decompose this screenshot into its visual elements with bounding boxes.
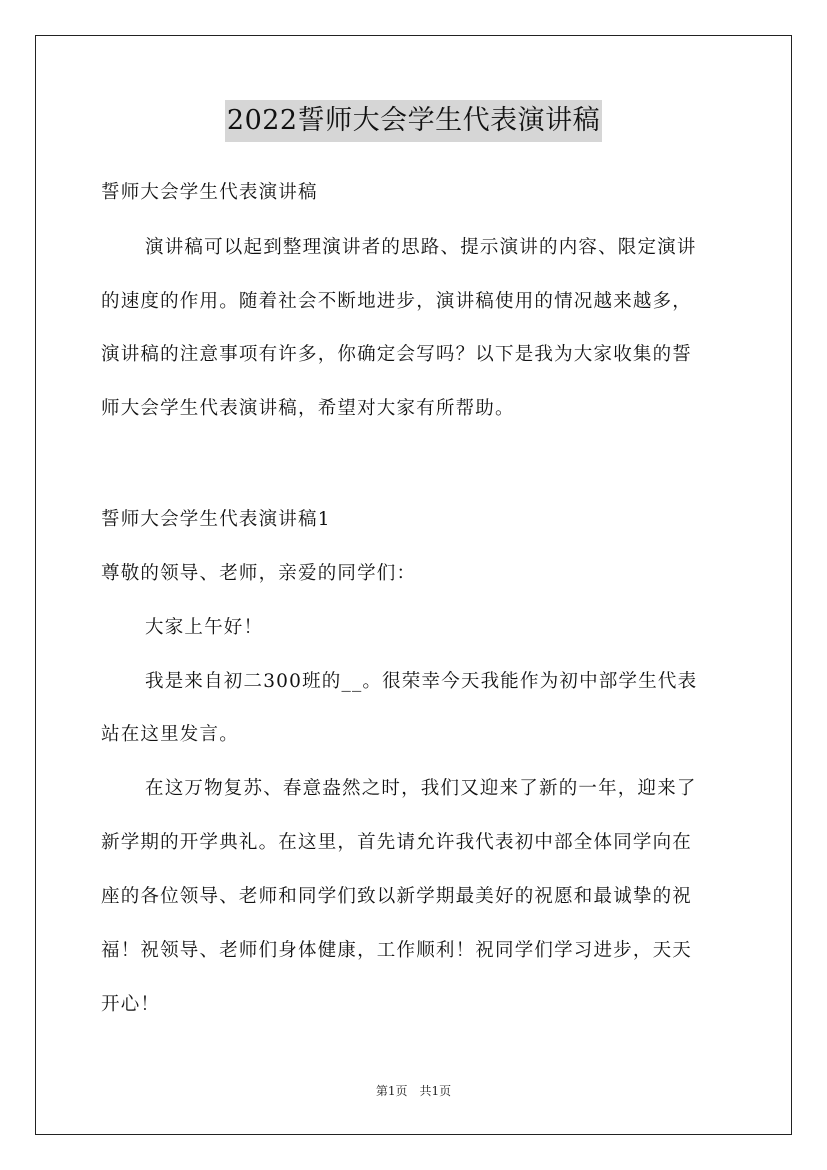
para1-line-2: 站在这里发言。 — [101, 724, 239, 745]
para2-line-3: 座的各位领导、老师和同学们致以新学期最美好的祝愿和最诚挚的祝 — [101, 886, 693, 907]
para2-line-4: 福！祝领导、老师们身体健康，工作顺利！祝同学们学习进步，天天 — [101, 940, 693, 961]
greeting: 大家上午好！ — [145, 617, 264, 638]
salutation: 尊敬的领导、老师，亲爱的同学们： — [101, 563, 417, 584]
intro-line-2: 的速度的作用。随着社会不断地进步，演讲稿使用的情况越来越多， — [101, 291, 693, 312]
para2-line-5: 开心！ — [101, 994, 161, 1015]
para2-line-2: 新学期的开学典礼。在这里，首先请允许我代表初中部全体同学向在 — [101, 832, 693, 853]
intro-line-1: 演讲稿可以起到整理演讲者的思路、提示演讲的内容、限定演讲 — [145, 237, 697, 258]
para2-line-1: 在这万物复苏、春意盎然之时，我们又迎来了新的一年，迎来了 — [145, 778, 697, 799]
title-container — [0, 100, 827, 142]
page-footer: 第1页 共1页 — [375, 1084, 452, 1098]
subtitle: 誓师大会学生代表演讲稿 — [101, 182, 318, 203]
intro-line-3: 演讲稿的注意事项有许多，你确定会写吗？以下是我为大家收集的誓 — [101, 344, 693, 365]
para1-line-1: 我是来自初二300班的__。很荣幸今天我能作为初中部学生代表 — [145, 671, 698, 692]
document-title: 2022誓师大会学生代表演讲稿 — [225, 100, 602, 142]
intro-line-4: 师大会学生代表演讲稿，希望对大家有所帮助。 — [101, 398, 515, 419]
section-heading: 誓师大会学生代表演讲稿1 — [101, 509, 331, 530]
